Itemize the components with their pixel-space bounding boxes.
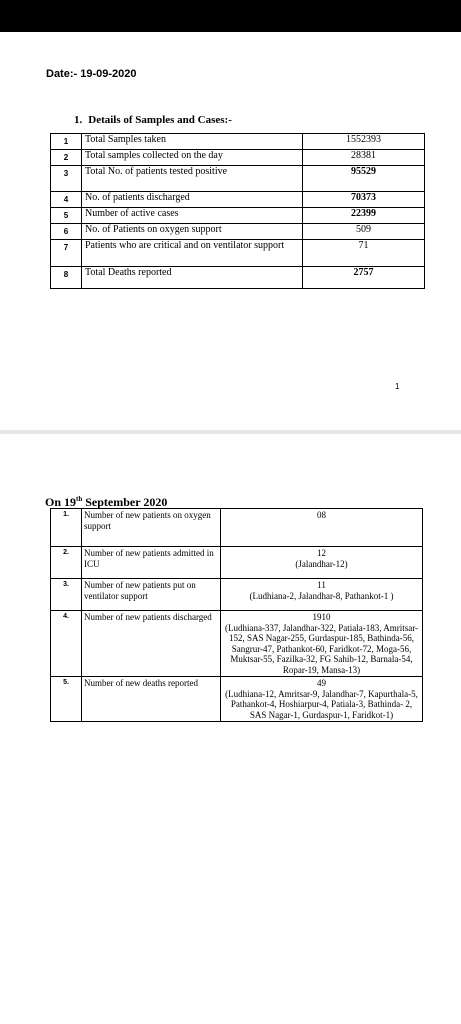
row-number: 2 [51, 150, 82, 166]
daily-update-table [50, 508, 423, 722]
row-value: 49 [317, 678, 326, 688]
section-2-title-sup: th [76, 495, 83, 503]
table-row [51, 150, 425, 166]
row-value: 2757 [303, 267, 425, 289]
row-detail: (Ludhiana-12, Amritsar-9, Jalandhar-7, Kapurthala-5, Pathankot-4, Hoshiarpur-4, Patiala-3, Bathinda- 2, SAS Nagar-1, Gurdaspur-1, Faridkot-1) [225, 688, 418, 720]
row-label: No. of Patients on oxygen support [82, 224, 303, 240]
section-1-heading: Details of Samples and Cases:- [88, 114, 232, 126]
section-1-number: 1. [74, 114, 83, 126]
row-number: 6 [51, 224, 82, 240]
row-value: 08 [317, 510, 326, 520]
row-number: 4 [51, 192, 82, 208]
page-number: 1 [395, 382, 400, 391]
row-number: 8 [51, 267, 82, 289]
table-row [51, 547, 423, 579]
row-number: 1. [51, 509, 82, 547]
row-label: Total No. of patients tested positive [82, 166, 303, 192]
report-date: Date:- 19-09-2020 [46, 68, 137, 80]
row-value: 12 [317, 548, 326, 558]
row-label: No. of patients discharged [82, 192, 303, 208]
table-row [51, 208, 425, 224]
section-2-title-suffix: September 2020 [82, 495, 168, 509]
table-row [51, 240, 425, 267]
row-number: 7 [51, 240, 82, 267]
row-label: Number of active cases [82, 208, 303, 224]
row-number: 5 [51, 208, 82, 224]
table-row [51, 134, 425, 150]
row-value: 71 [303, 240, 425, 267]
table-row [51, 677, 423, 722]
row-label: Patients who are critical and on ventilator support [82, 240, 303, 267]
row-number: 3 [51, 166, 82, 192]
section-2-title-prefix: On 19 [45, 495, 77, 509]
table-row [51, 611, 423, 677]
row-value-cell [221, 509, 423, 547]
top-status-bar [0, 0, 461, 32]
row-label: Number of new patients admitted in ICU [82, 547, 221, 579]
section-1-title [74, 114, 232, 126]
row-value: 22399 [303, 208, 425, 224]
row-label: Total samples collected on the day [82, 150, 303, 166]
row-value: 1552393 [303, 134, 425, 150]
row-number: 4. [51, 611, 82, 677]
row-value-cell [221, 611, 423, 677]
row-label: Number of new deaths reported [82, 677, 221, 722]
row-value: 1910 [312, 612, 331, 622]
row-value: 11 [317, 580, 326, 590]
document-page-2 [0, 434, 461, 1024]
row-label: Total Samples taken [82, 134, 303, 150]
table-row [51, 267, 425, 289]
table-row [51, 509, 423, 547]
row-number: 2. [51, 547, 82, 579]
row-detail: (Jalandhar-12) [295, 558, 348, 569]
row-value: 28381 [303, 150, 425, 166]
row-detail: (Ludhiana-2, Jalandhar-8, Pathankot-1 ) [249, 590, 394, 601]
row-value-cell [221, 677, 423, 722]
row-label: Number of new patients on oxygen support [82, 509, 221, 547]
document-page-1 [0, 32, 461, 430]
row-value-cell [221, 579, 423, 611]
samples-cases-table [50, 133, 425, 289]
table-row [51, 166, 425, 192]
row-detail: (Ludhiana-337, Jalandhar-322, Patiala-183, Amritsar-152, SAS Nagar-255, Gurdaspur-185, Bathinda-56, Sangrur-47, Pathankot-60, Faridkot-72, Moga-56, Muktsar-55, Fazilka-32, FG Sahib-12, Barnala-54, Ropar-19, Mansa-13) [224, 622, 419, 675]
row-number: 5. [51, 677, 82, 722]
row-number: 1 [51, 134, 82, 150]
row-label: Number of new patients put on ventilator support [82, 579, 221, 611]
row-number: 3. [51, 579, 82, 611]
table-row [51, 224, 425, 240]
row-value: 70373 [303, 192, 425, 208]
row-label: Number of new patients discharged [82, 611, 221, 677]
row-value-cell [221, 547, 423, 579]
table-row [51, 192, 425, 208]
row-value: 95529 [303, 166, 425, 192]
row-label: Total Deaths reported [82, 267, 303, 289]
table-row [51, 579, 423, 611]
row-value: 509 [303, 224, 425, 240]
